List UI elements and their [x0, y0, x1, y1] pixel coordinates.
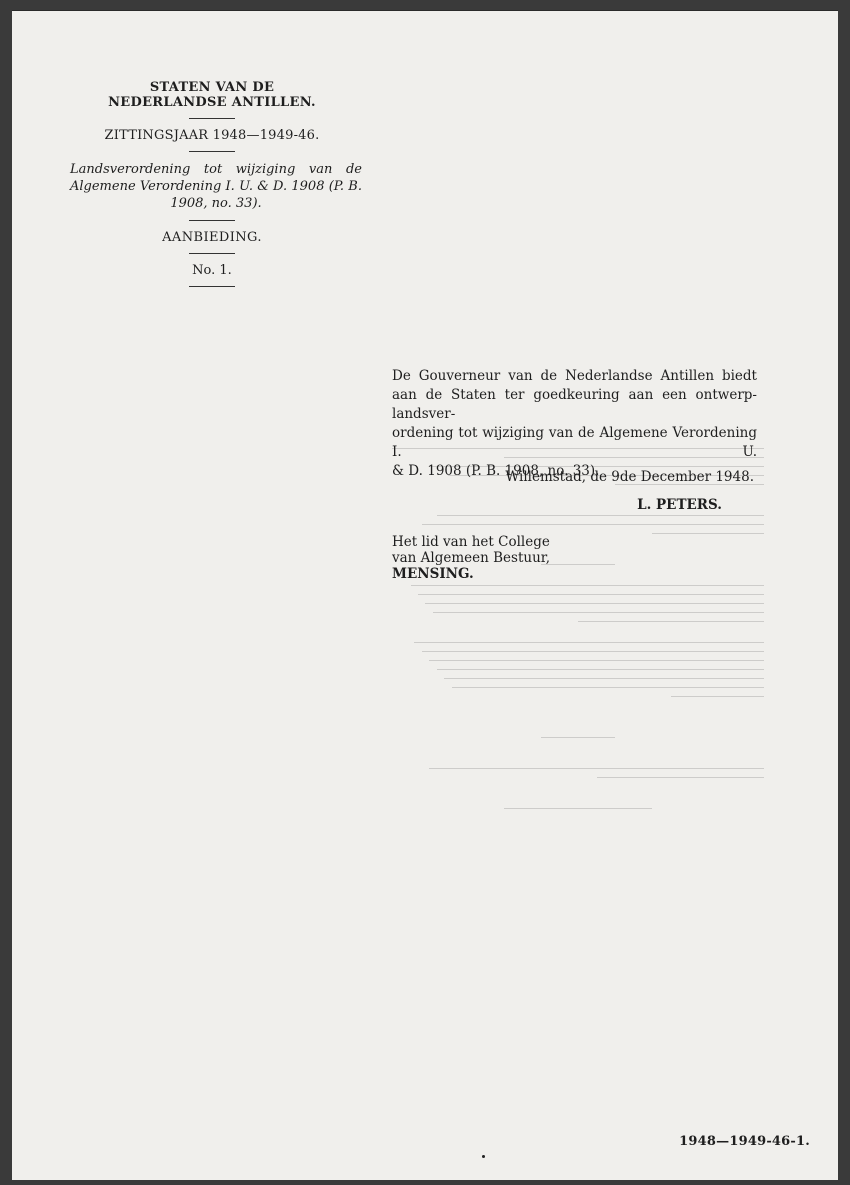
header-divider: [189, 151, 235, 152]
intro-line: & D. 1908 (P. B. 1908, no. 33).: [392, 463, 600, 479]
header-divider: [189, 118, 235, 119]
presentation-text: [392, 367, 757, 481]
document-number: No. 1.: [192, 263, 232, 278]
cosigner-name: MENSING.: [392, 566, 474, 582]
intro-line: De Gouverneur van de Nederlandse Antillen biedt: [392, 368, 757, 384]
intro-line: aan de Staten ter goedkeuring aan een ontwerp-landsver-: [392, 387, 757, 422]
signer-name: L. PETERS.: [637, 497, 722, 513]
cosigner-line-1: Het lid van het College: [392, 534, 550, 550]
title-line-2: NEDERLANDSE ANTILLEN.: [108, 95, 316, 110]
place-and-date: Willemstad, de 9de December 1948.: [505, 469, 754, 485]
cosigner-line-2: van Algemeen Bestuur,: [392, 550, 551, 566]
header-divider: [189, 286, 235, 287]
footer-document-code: 1948—1949-46-1.: [679, 1134, 810, 1149]
header-block: [52, 80, 372, 296]
header-divider: [189, 253, 235, 254]
document-type: AANBIEDING.: [162, 230, 262, 245]
title-line-1: STATEN VAN DE: [149, 80, 275, 95]
header-divider: [189, 220, 235, 221]
bleed-through-text: [392, 440, 764, 1000]
intro-line: ordening tot wijziging van de Algemene Verordening I. U.: [392, 425, 757, 460]
document-page: [12, 10, 838, 1180]
session-year: ZITTINGSJAAR 1948—1949-46.: [104, 128, 320, 143]
top-edge-line: [12, 10, 838, 11]
page-mark: [482, 1155, 485, 1158]
cosigner-block: [392, 534, 592, 582]
subject-title: Landsverordening tot wijziging van de Algemene Verordening I. U. & D. 1908 (P. B. 1908, no. 33).: [70, 162, 362, 211]
